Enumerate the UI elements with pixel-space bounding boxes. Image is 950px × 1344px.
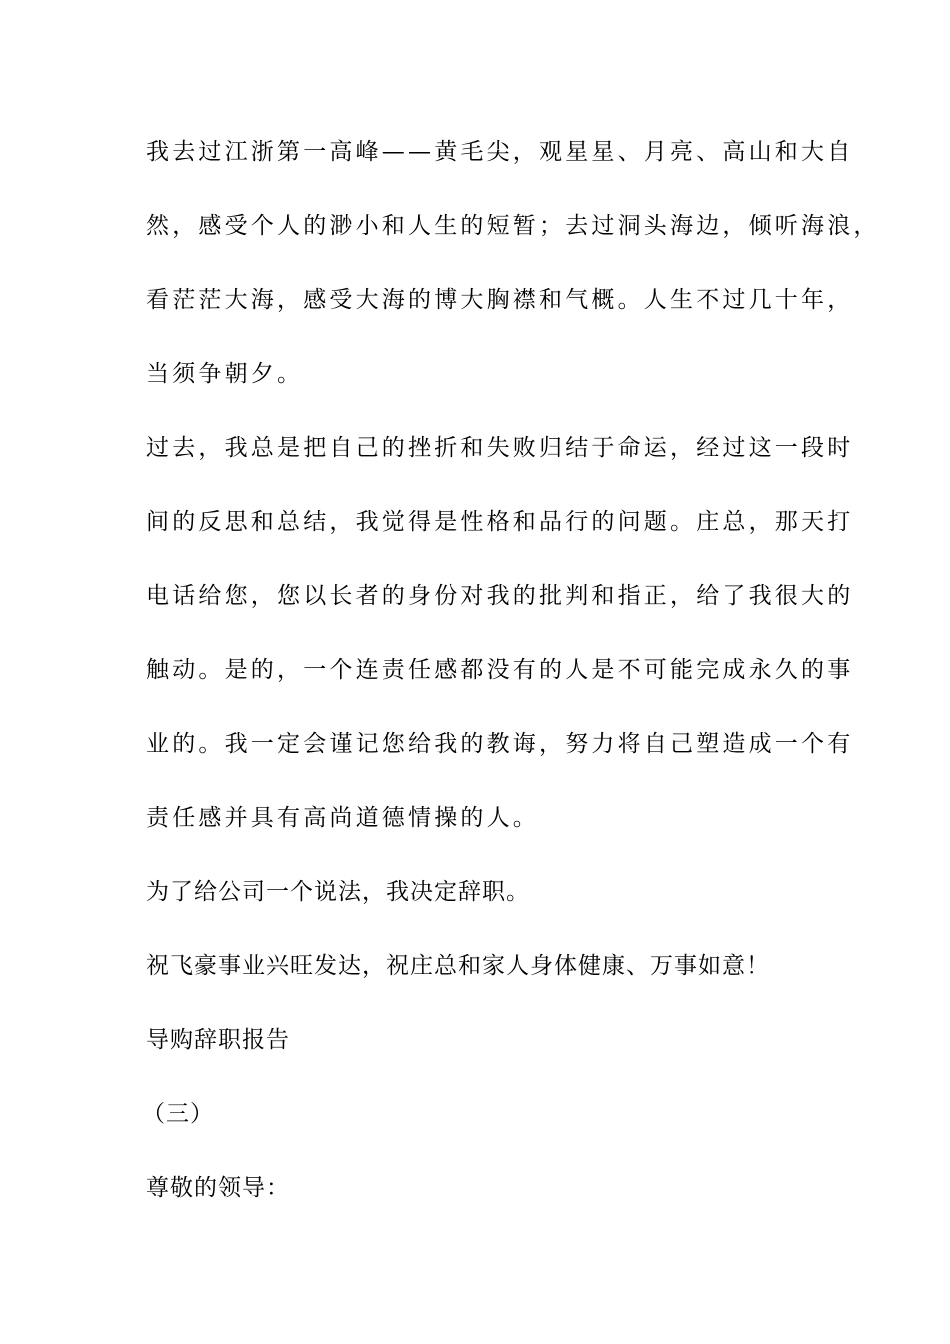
paragraph-line: 间的反思和总结，我觉得是性格和品行的问题。庄总，那天打	[146, 509, 854, 535]
paragraph-line: 我去过江浙第一高峰——黄毛尖，观星星、月亮、高山和大自	[146, 139, 854, 165]
salutation: 尊敬的领导：	[146, 1175, 290, 1201]
paragraph-line: 过去，我总是把自己的挫折和失败归结于命运，经过这一段时	[146, 435, 854, 461]
paragraph-line: 当须争朝夕。	[146, 361, 304, 387]
paragraph-line: 看茫茫大海，感受大海的博大胸襟和气概。人生不过几十年，	[146, 287, 854, 313]
paragraph-line: 责任感并具有高尚道德情操的人。	[146, 805, 539, 831]
section-title: 导购辞职报告	[146, 1027, 290, 1053]
closing-wish: 祝飞豪事业兴旺发达，祝庄总和家人身体健康、万事如意！	[146, 953, 770, 979]
section-number: （三）	[142, 1101, 214, 1127]
paragraph-line: 然，感受个人的渺小和人生的短暂；去过洞头海边，倾听海浪，	[146, 213, 880, 239]
paragraph-line: 触动。是的，一个连责任感都没有的人是不可能完成永久的事	[146, 657, 854, 683]
paragraph-line: 电话给您，您以长者的身份对我的批判和指正，给了我很大的	[146, 583, 854, 609]
paragraph-line: 为了给公司一个说法，我决定辞职。	[146, 879, 530, 905]
paragraph-line: 业的。我一定会谨记您给我的教诲，努力将自己塑造成一个有	[146, 731, 854, 757]
